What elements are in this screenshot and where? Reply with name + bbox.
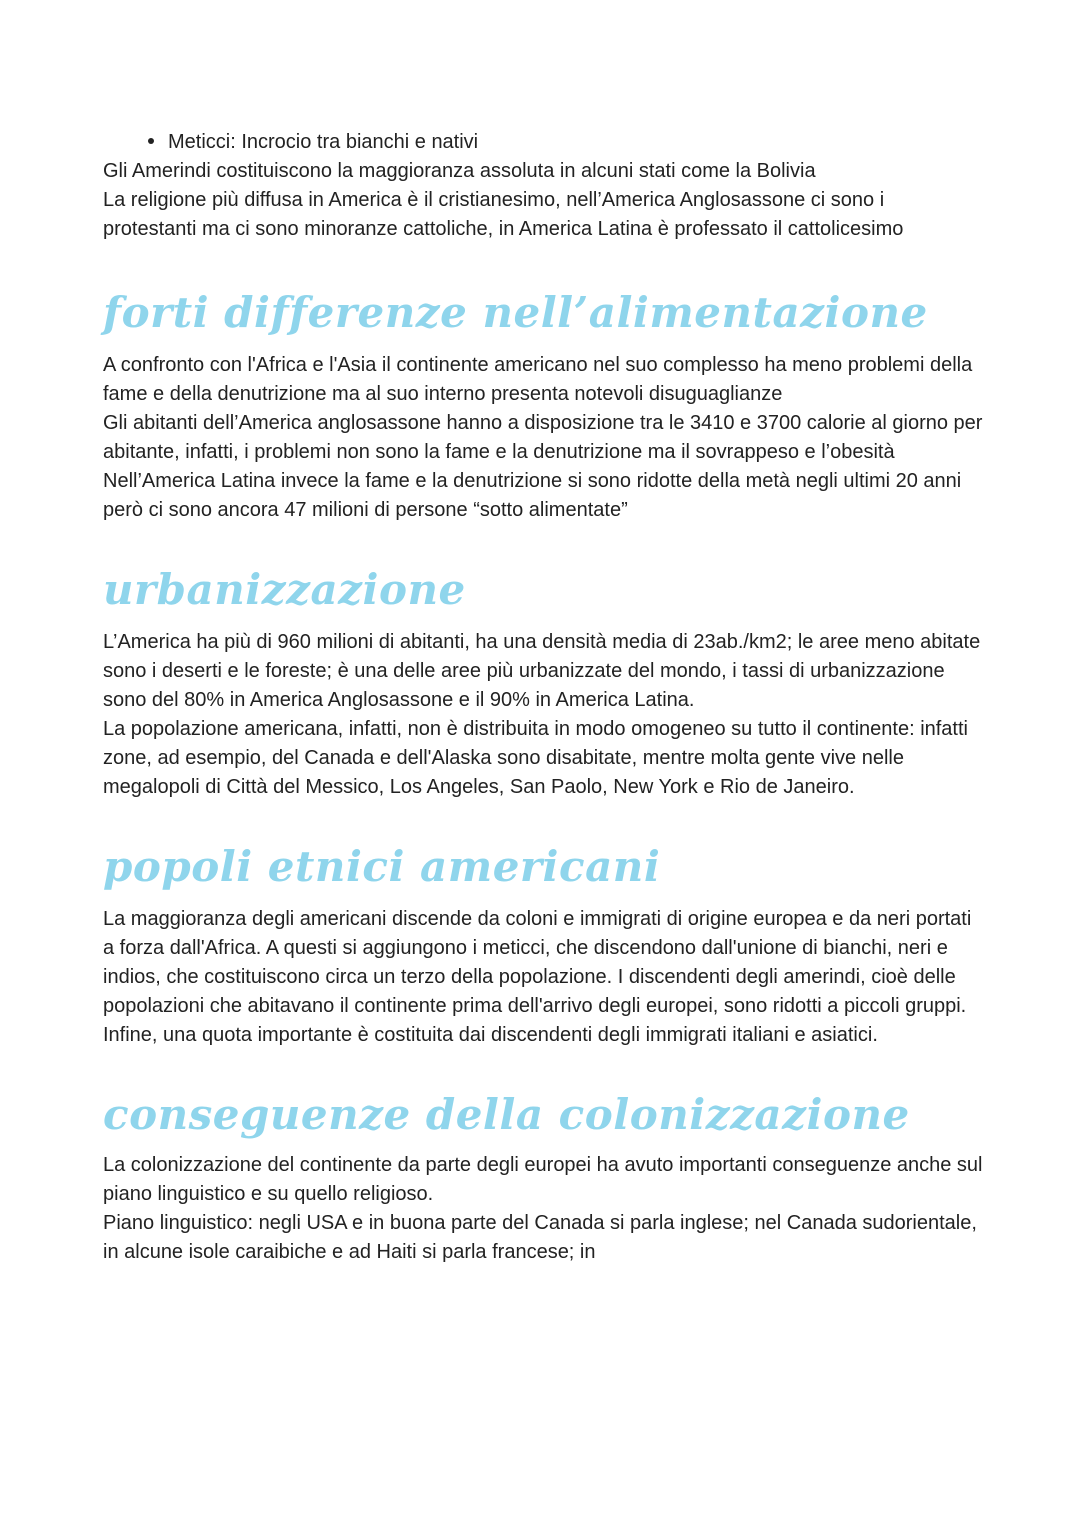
paragraph-alimentazione-2: Gli abitanti dell’America anglosassone hanno a disposizione tra le 3410 e 3700 calorie al giorno per abitante, infatti, i problemi non sono la fame e la denutrizione ma il sovrappeso e l’obesità xyxy=(103,412,983,463)
heading-urbanizzazione: urbanizzazione xyxy=(103,565,466,614)
bullet-item xyxy=(148,128,983,157)
paragraph-colonizzazione-2: Piano linguistico: negli USA e in buona parte del Canada si parla inglese; nel Canada sudorientale, in alcune isole caraibiche e ad Haiti si parla francese; in xyxy=(103,1212,977,1263)
paragraph-urbanizzazione-2: La popolazione americana, infatti, non è distribuita in modo omogeneo su tutto il continente: infatti zone, ad esempio, del Canada e dell'Alaska sono disabitate, mentre molta gente vive nelle megalopoli di Città del Messico, Los Angeles, San Paolo, New York e Rio de Janeiro. xyxy=(103,718,968,798)
paragraph-urbanizzazione-1: L’America ha più di 960 milioni di abitanti, ha una densità media di 23ab./km2; le aree meno abitate sono i deserti e le foreste; è una delle aree più urbanizzate del mondo, i tassi di urbanizzazione sono del 80% in America Anglosassone e il 90% in America Latina. xyxy=(103,631,981,711)
bullet-text: Meticci: Incrocio tra bianchi e nativi xyxy=(168,131,479,153)
intro-line-bolivia: Gli Amerindi costituiscono la maggioranza assoluta in alcuni stati come la Bolivia xyxy=(103,160,816,182)
document-page xyxy=(103,128,983,1267)
paragraph-alimentazione-1: A confronto con l'Africa e l'Asia il continente americano nel suo complesso ha meno problemi della fame e della denutrizione ma al suo interno presenta notevoli disuguaglianze xyxy=(103,354,973,405)
paragraph-alimentazione-3: Nell’America Latina invece la fame e la denutrizione si sono ridotte della metà negli ultimi 20 anni però ci sono ancora 47 milioni di persone “sotto alimentate” xyxy=(103,470,962,521)
paragraph-popoli-etnici: La maggioranza degli americani discende da coloni e immigrati di origine europea e da neri portati a forza dall'Africa. A questi si aggiungono i meticci, che discendono dall'unione di bianchi, neri e indios, che costituiscono circa un terzo della popolazione. I discendenti degli amerindi, cioè delle popolazioni che abitavano il continente prima dell'arrivo degli europei, sono ridotti a piccoli gruppi. Infine, una quota importante è costituita dai discendenti degli immigrati italiani e asiatici. xyxy=(103,908,972,1046)
heading-colonizzazione: conseguenze della colonizzazione xyxy=(103,1090,910,1139)
heading-popoli-etnici: popoli etnici americani xyxy=(103,842,661,891)
intro-line-religione: La religione più diffusa in America è il cristianesimo, nell’America Anglosassone ci sono i protestanti ma ci sono minoranze cattoliche, in America Latina è professato il cattolicesimo xyxy=(103,189,904,240)
paragraph-colonizzazione-1: La colonizzazione del continente da parte degli europei ha avuto importanti conseguenze anche sul piano linguistico e su quello religioso. xyxy=(103,1154,983,1205)
heading-alimentazione: forti differenze nell’alimentazione xyxy=(103,288,928,337)
bullet-icon xyxy=(148,138,154,144)
